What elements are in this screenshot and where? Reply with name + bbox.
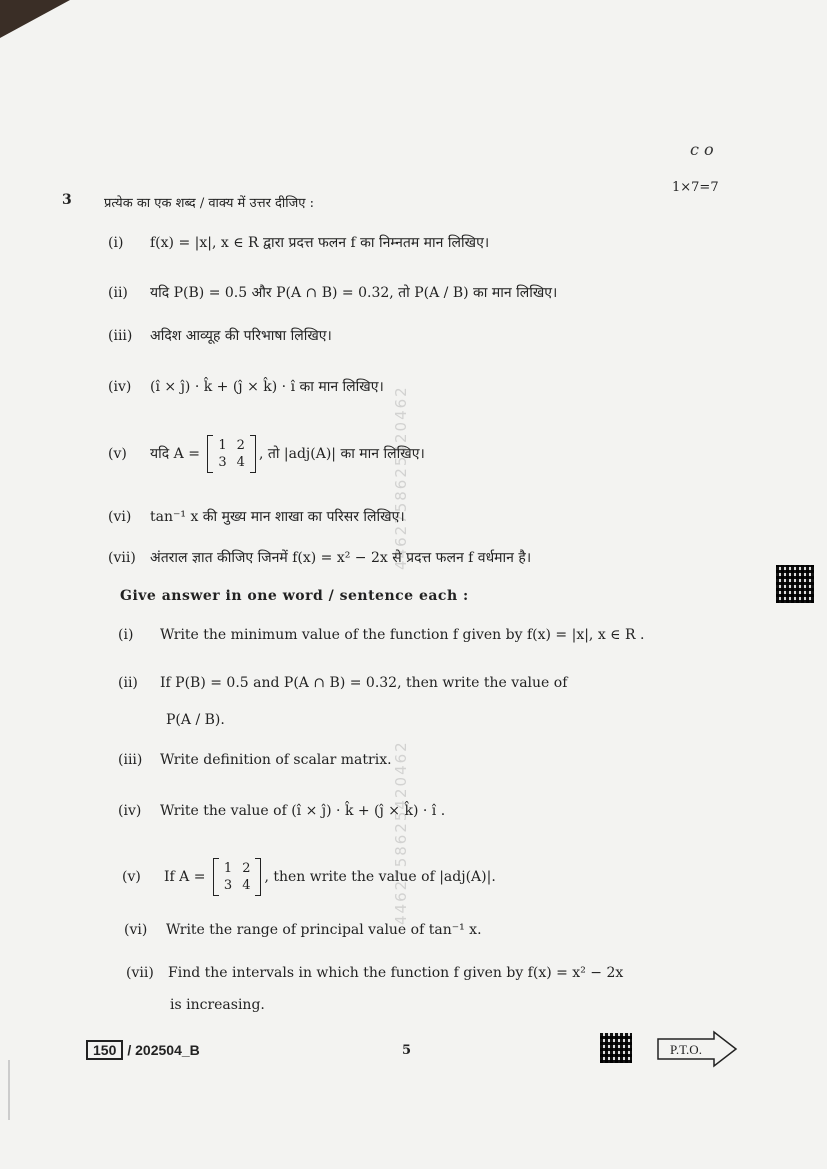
english-question-2	[118, 675, 567, 691]
box-code: 150	[86, 1040, 123, 1060]
english-question-7-cont	[170, 997, 265, 1013]
hindi-question-4	[108, 377, 384, 396]
watermark-top: 4462758625420462	[392, 385, 410, 570]
hindi-question-3	[108, 326, 332, 345]
matrix-cell: 3	[223, 878, 233, 893]
question-text: If P(B) = 0.5 and P(A ∩ B) = 0.32, then write the value of	[160, 675, 568, 691]
matrix-cell: 1	[218, 438, 227, 453]
question-pre: यदि A =	[150, 446, 200, 462]
english-question-7	[126, 965, 623, 981]
question-label: (iii)	[118, 752, 143, 768]
question-post: , तो |adj(A)| का मान लिखिए।	[258, 446, 425, 462]
question-label: (vii)	[108, 550, 136, 566]
qr-code	[776, 565, 814, 603]
handwritten-mark: c o	[690, 140, 714, 159]
question-pre: If A =	[164, 869, 206, 885]
question-label: (i)	[118, 627, 134, 643]
question-text-cont: P(A / B).	[166, 712, 225, 728]
english-question-6	[124, 922, 482, 938]
english-question-2-cont	[166, 712, 225, 728]
question-text: tan⁻¹ x की मुख्य मान शाखा का परिसर लिखिए।	[150, 509, 405, 525]
matrix-cell: 3	[218, 455, 227, 470]
question-text: (î × ĵ) · k̂ + (ĵ × k̂) · î का मान लिखिए।	[150, 379, 384, 395]
question-label: (v)	[122, 869, 141, 885]
question-text: यदि P(B) = 0.5 और P(A ∩ B) = 0.32, तो P(A / B) का मान लिखिए।	[150, 285, 558, 301]
matrix-cell: 2	[236, 438, 245, 453]
scan-corner-shadow	[0, 0, 70, 38]
question-text-cont: is increasing.	[170, 997, 265, 1013]
question-text: Write the range of principal value of tan⁻¹ x.	[166, 922, 482, 938]
matrix-cell: 4	[242, 878, 251, 893]
watermark-bottom: 4462758625420462	[392, 740, 410, 925]
question-label: (vi)	[108, 509, 132, 525]
question-label: (v)	[108, 446, 127, 462]
english-heading: Give answer in one word / sentence each :	[120, 588, 469, 604]
question-text: अंतराल ज्ञात कीजिए जिनमें f(x) = x² − 2x से प्रदत्त फलन f वर्धमान है।	[150, 550, 532, 566]
english-question-4	[118, 803, 445, 819]
matrix-cell: 4	[236, 455, 245, 470]
matrix-cell: 2	[242, 861, 251, 876]
english-question-3	[118, 752, 392, 768]
hindi-question-5	[108, 437, 425, 471]
scan-edge-line	[8, 1060, 10, 1120]
matrix-cell: 1	[223, 861, 233, 876]
pto-arrow-icon	[656, 1030, 738, 1068]
page-number: 5	[402, 1043, 412, 1058]
question-label: (vii)	[126, 965, 154, 981]
question-label: (i)	[108, 235, 124, 251]
pto-label: P.T.O.	[670, 1042, 702, 1057]
hindi-question-6	[108, 507, 405, 526]
question-label: (ii)	[108, 285, 128, 301]
question-text: Write the minimum value of the function f given by f(x) = |x|, x ∈ R .	[160, 627, 645, 643]
marks-allocation: 1×7=7	[672, 180, 719, 195]
question-label: (ii)	[118, 675, 138, 691]
question-label: (iv)	[118, 803, 142, 819]
question-text: Write definition of scalar matrix.	[160, 752, 392, 768]
question-post: , then write the value of |adj(A)|.	[264, 869, 496, 885]
question-label: (vi)	[124, 922, 148, 938]
hindi-question-2	[108, 283, 557, 302]
matrix-a	[207, 437, 256, 471]
english-question-1	[118, 627, 644, 643]
question-text: Find the intervals in which the function f given by f(x) = x² − 2x	[168, 965, 624, 981]
footer-barcode	[600, 1033, 632, 1063]
question-label: (iv)	[108, 379, 132, 395]
paper-code: / 202504_B	[127, 1042, 200, 1058]
question-label: (iii)	[108, 328, 133, 344]
question-number: 3	[62, 192, 72, 208]
question-text: f(x) = |x|, x ∈ R द्वारा प्रदत्त फलन f का निम्नतम मान लिखिए।	[150, 235, 490, 251]
hindi-question-1	[108, 233, 489, 252]
english-question-5	[122, 860, 496, 894]
hindi-question-7	[108, 548, 531, 567]
footer-code	[86, 1040, 200, 1060]
question-text: Write the value of (î × ĵ) · k̂ + (ĵ × k̂) · î .	[160, 803, 446, 819]
matrix-a	[213, 860, 262, 894]
question-text: अदिश आव्यूह की परिभाषा लिखिए।	[150, 328, 332, 344]
hindi-instruction: प्रत्येक का एक शब्द / वाक्य में उत्तर दीजिए :	[104, 196, 314, 211]
